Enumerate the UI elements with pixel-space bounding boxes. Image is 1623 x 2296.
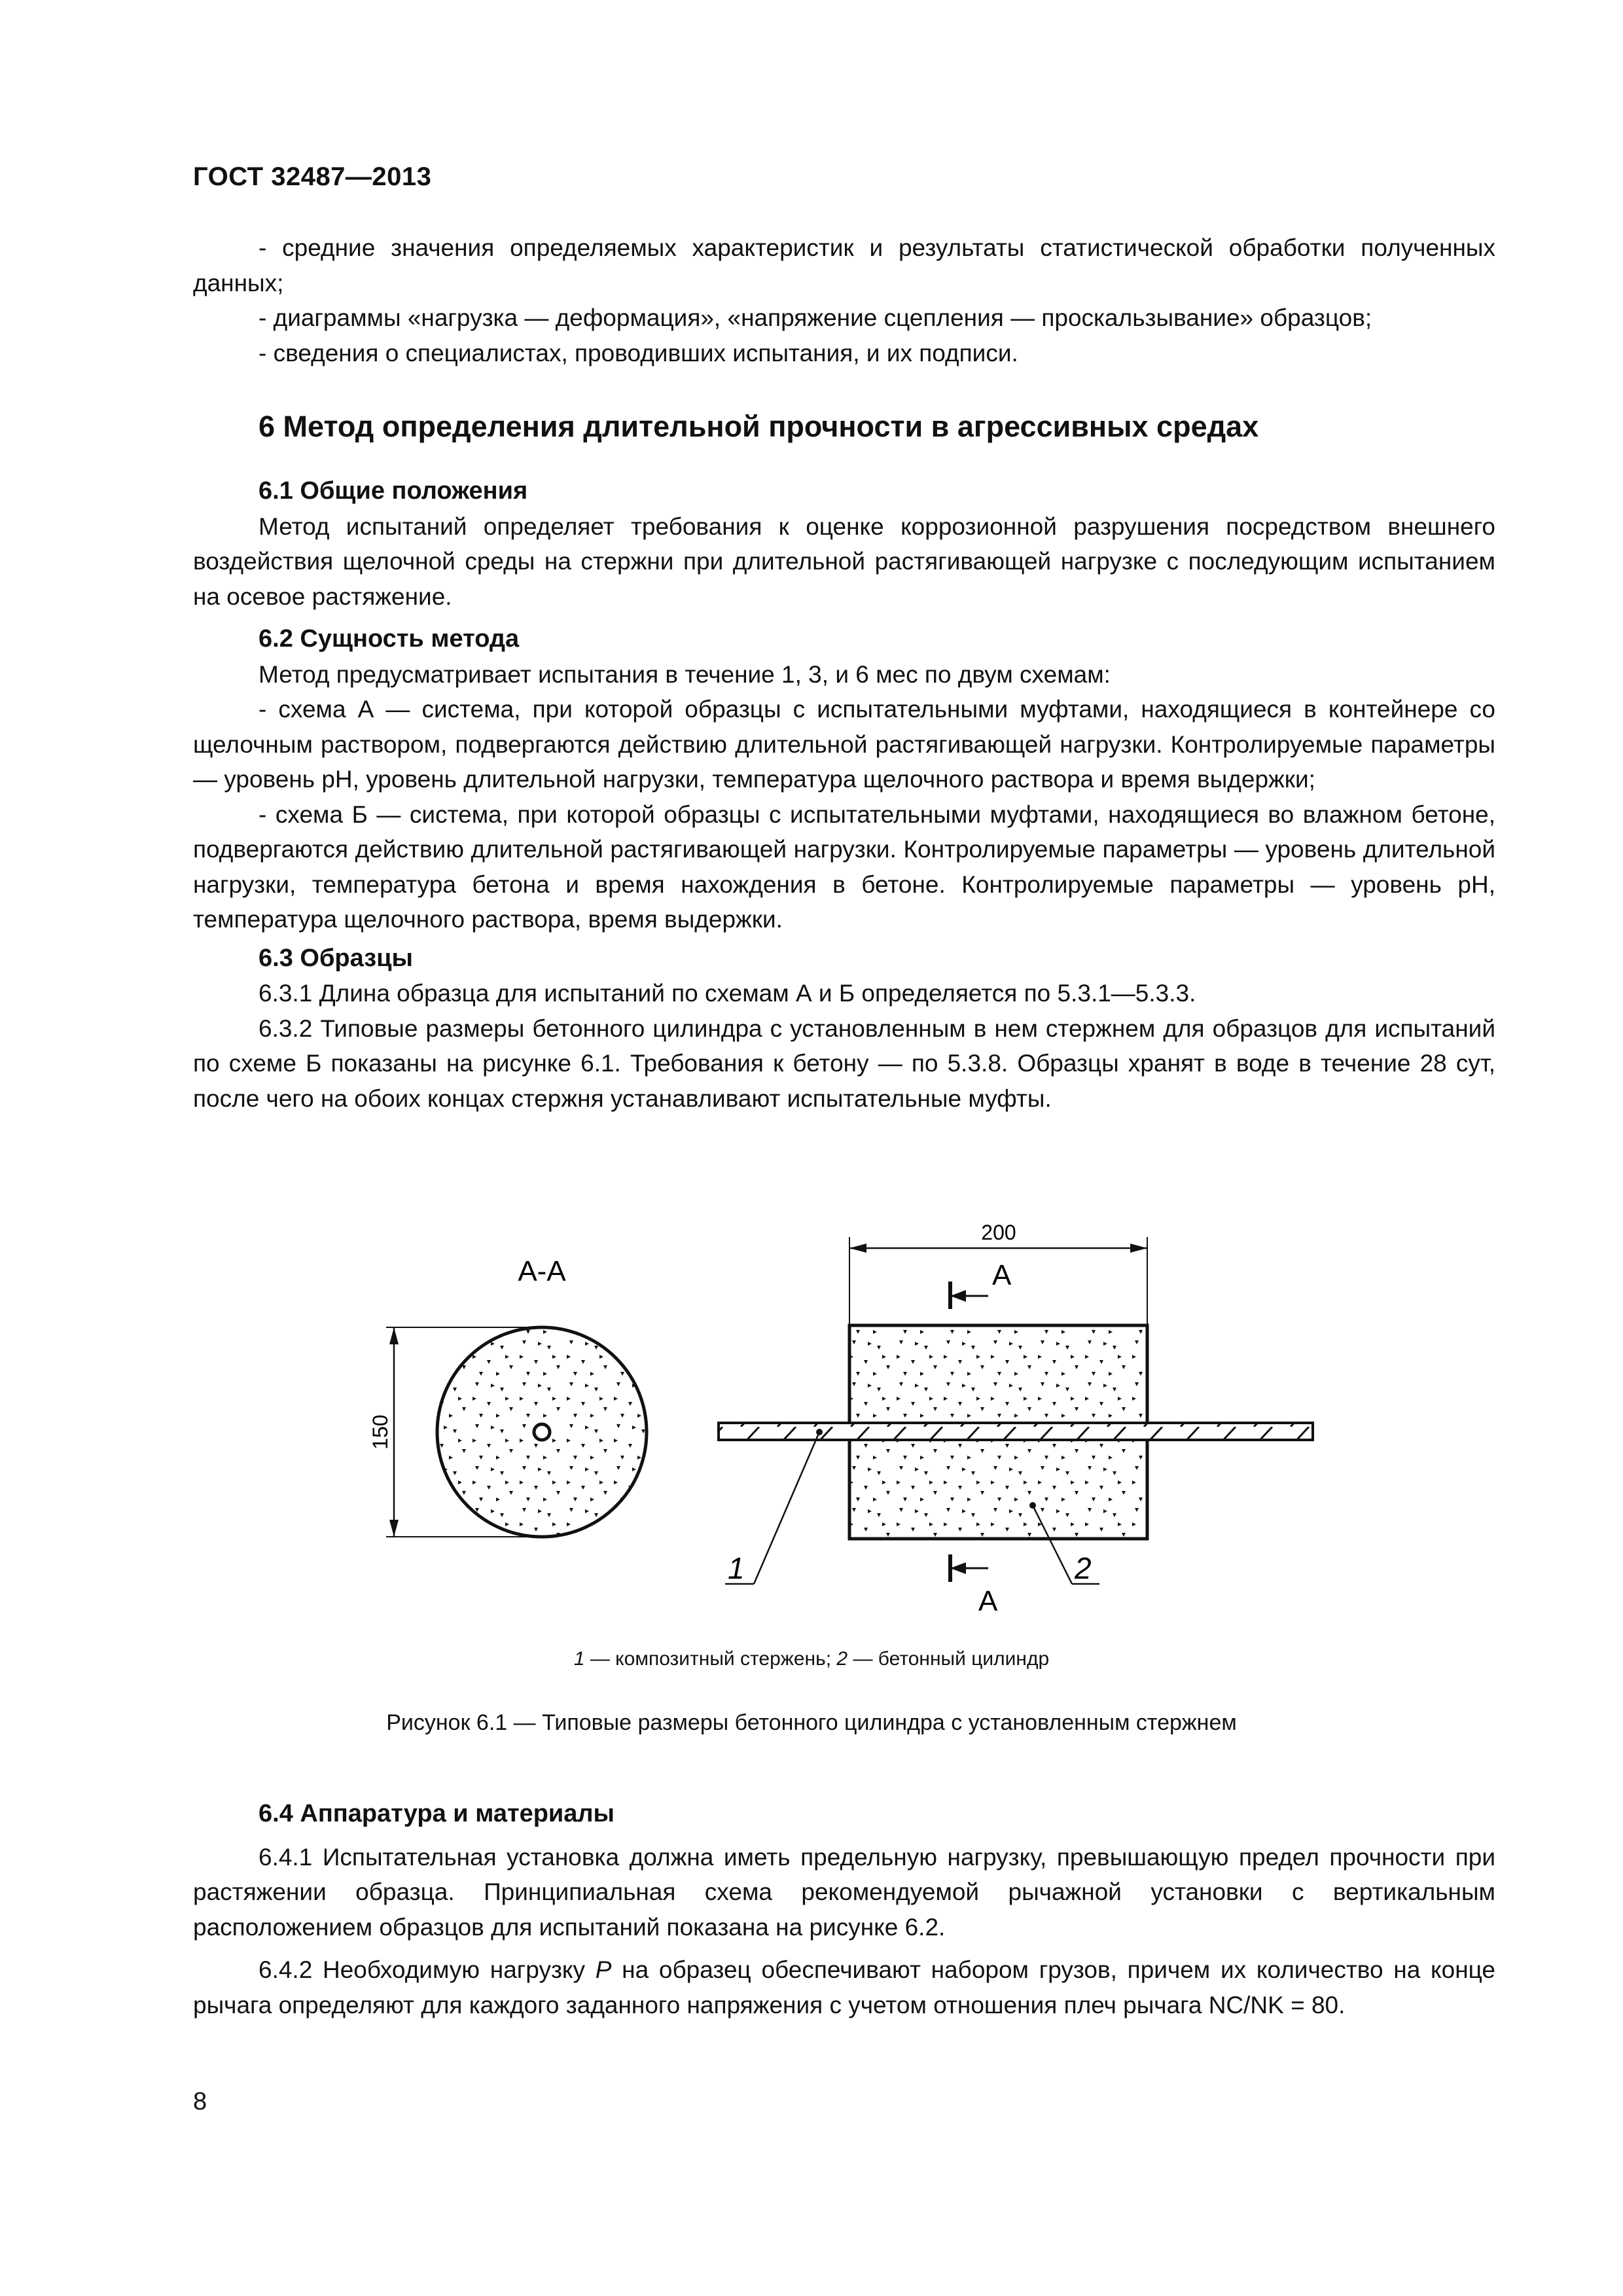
figure-6-1: [0, 1211, 1623, 1682]
section-label: А-А: [518, 1255, 566, 1287]
paragraph: 6.3.2 Типовые размеры бетонного цилиндра с установленным в нем стержнем для образцов для испытаний по схеме Б показаны на рисунке 6.1. Требования к бетону — по 5.3.8. Образцы хранят в воде в течение 28 сут, после чего на обоих концах стержня устанавливают испытательные муфты.: [193, 1014, 1495, 1112]
paragraph: 6.4.1 Испытательная установка должна иметь предельную нагрузку, превышающую предел прочности при растяжении образца. Принципиальная схема рекомендуемой рычажной установки с вертикальным расположением образцов для испытаний показана на рисунке 6.2.: [193, 1843, 1495, 1941]
subsection-title: 6.4 Аппаратура и материалы: [259, 1800, 615, 1827]
section-title: 6 Метод определения длительной прочности в агрессивных средах: [259, 410, 1259, 443]
list-item: - средние значения определяемых характеристик и результаты статистической обработки полученных данных;: [193, 234, 1495, 296]
legend-text: — композитный стержень;: [584, 1648, 837, 1670]
subsection-title: 6.1 Общие положения: [259, 477, 528, 505]
cut-label-bottom: А: [978, 1585, 998, 1617]
legend-number: 1: [573, 1648, 585, 1670]
callout-leader-1: [754, 1432, 819, 1584]
paragraph: - схема Б — система, при которой образцы с испытательными муфтами, находящиеся во влажном бетоне, подвергаются действию длительной растягивающей нагрузки. Контролируемые параметры — уровень длительной нагрузки, температура бетона и время нахождения в бетоне. Контролируемые параметры — уровень pH, температура щелочного раствора, время выдержки.: [193, 800, 1495, 933]
page-number: 8: [193, 2088, 207, 2115]
subsection-title: 6.3 Образцы: [259, 944, 413, 972]
paragraph: Метод испытаний определяет требования к оценке коррозионной разрушения посредством внешнего воздействия щелочной среды на стержни при длительной растягивающей нагрузке с последующим испытанием на осевое растяжение.: [193, 512, 1495, 610]
figure-legend: [0, 1648, 1623, 1670]
document-header: ГОСТ 32487—2013: [193, 162, 432, 191]
section-cut-arrowhead: [950, 1562, 966, 1574]
text-block-upper: [193, 230, 1495, 1116]
callout-dot-1: [816, 1429, 823, 1435]
subsection-title: 6.2 Сущность метода: [259, 625, 520, 653]
length-label: 200: [981, 1221, 1016, 1244]
paragraph: [193, 1952, 1495, 2022]
list-item: - диаграммы «нагрузка — деформация», «напряжение сцепления — проскальзывание» образцов;: [259, 304, 1372, 331]
paragraph-text: 6.4.2 Необходимую нагрузку: [259, 1956, 596, 1983]
list-item: - сведения о специалистах, проводивших испытания, и их подписи.: [259, 339, 1018, 367]
section-cut-arrowhead: [950, 1290, 966, 1302]
paragraph-text: на образец обеспечивают набором грузов, причем их количество на конце рычага определяют для каждого заданного напряжения с учетом отношения плеч рычага NC/NK = 80.: [193, 1956, 1496, 2018]
rod-cross-section: [534, 1424, 550, 1440]
legend-number: 2: [836, 1648, 848, 1670]
paragraph: 6.3.1 Длина образца для испытаний по схемам А и Б определяется по 5.3.1—5.3.3.: [259, 980, 1196, 1007]
rod-hatching: [720, 1424, 1311, 1439]
paragraph: Метод предусматривает испытания в течение 1, 3, и 6 мес по двум схемам:: [259, 660, 1111, 688]
diameter-label: 150: [368, 1414, 392, 1450]
legend-text: — бетонный цилиндр: [847, 1648, 1050, 1670]
figure-caption: Рисунок 6.1 — Типовые размеры бетонного цилиндра с установленным стержнем: [386, 1710, 1237, 1735]
figure-drawing: [0, 1211, 1623, 1682]
callout-1: 1: [728, 1551, 745, 1585]
load-variable: P: [595, 1956, 612, 1983]
cut-label-top: А: [992, 1259, 1012, 1291]
text-block-lower: [193, 1797, 1495, 2022]
callout-2: 2: [1075, 1551, 1092, 1585]
callout-dot-2: [1029, 1502, 1036, 1509]
paragraph: - схема А — система, при которой образцы с испытательными муфтами, находящиеся в контейнере со щелочным раствором, подвергаются действию длительной растягивающей нагрузки. Контролируемые параметры — уровень pH, уровень длительной нагрузки, температура щелочного раствора и время выдержки;: [193, 696, 1495, 793]
